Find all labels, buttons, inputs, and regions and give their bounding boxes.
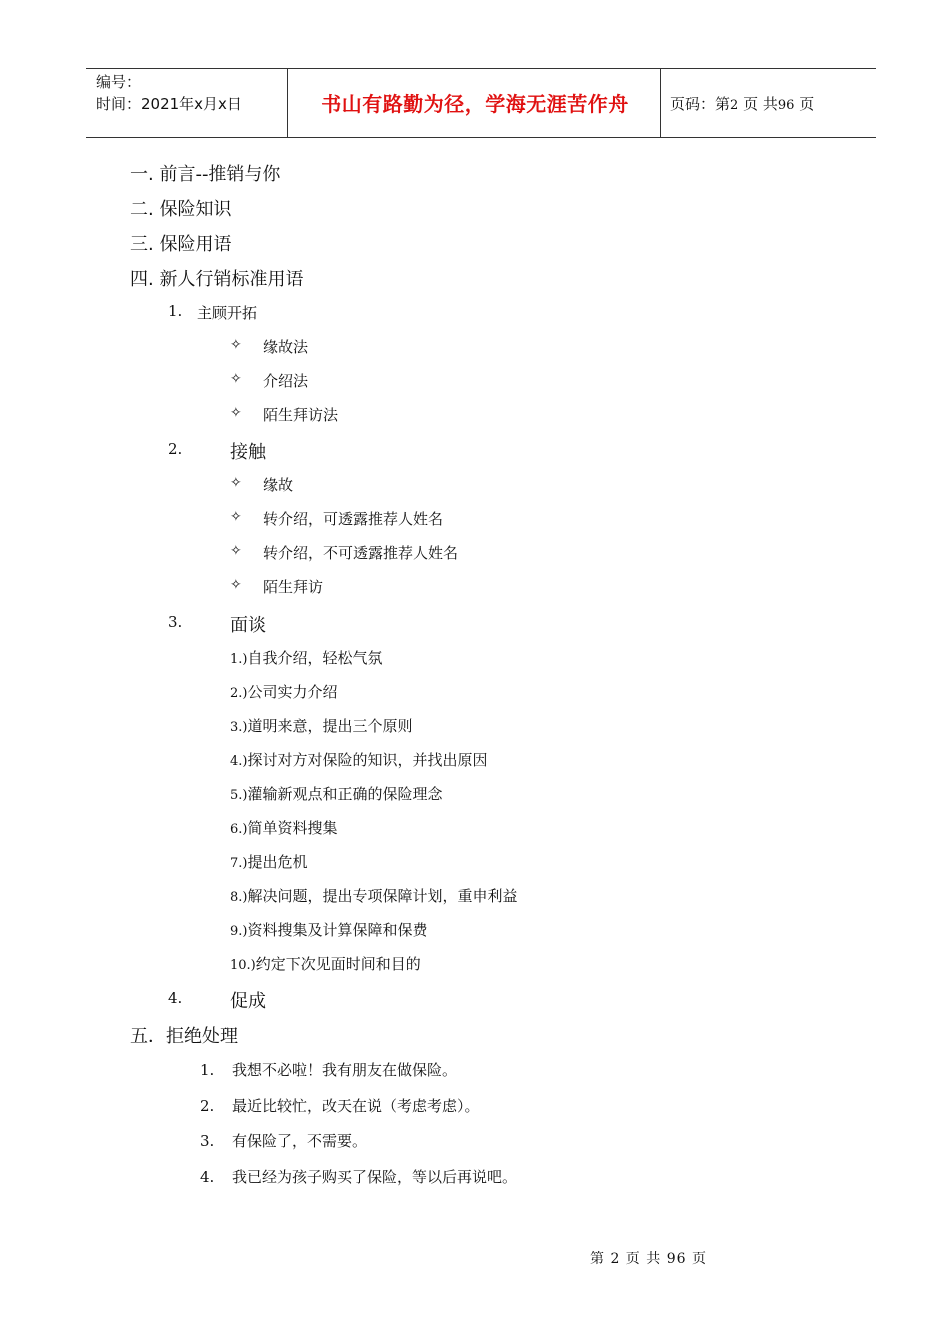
list-item: 陌生拜访 (263, 578, 324, 596)
subsection-4-number: 4. (168, 989, 183, 1007)
item-text: 道明来意，提出三个原则 (247, 717, 413, 735)
bullet-star-icon: ✧ (230, 405, 242, 421)
item-number: 8.) (230, 890, 248, 905)
item-number: 7.) (230, 856, 248, 871)
item-number: 4. (200, 1168, 215, 1186)
numbered-item (230, 647, 383, 668)
subsection-3: 面谈 (230, 615, 266, 636)
bullet-star-icon: ✧ (230, 371, 242, 387)
bullet-star-icon: ✧ (230, 475, 242, 491)
section-1: 一. 前言--推销与你 (130, 164, 281, 185)
item-number: 6.) (230, 822, 248, 837)
objection-item (200, 1130, 367, 1151)
item-number: 1. (200, 1061, 215, 1079)
item-number: 2.) (230, 686, 248, 701)
objection-item (200, 1059, 457, 1080)
item-number: 9.) (230, 924, 248, 939)
numbered-item (230, 953, 421, 974)
item-text: 资料搜集及计算保障和保费 (247, 921, 428, 939)
item-number: 3.) (230, 720, 248, 735)
item-text: 我已经为孩子购买了保险，等以后再说吧。 (232, 1168, 518, 1186)
item-number: 10.) (230, 958, 256, 973)
subsection-2-number: 2. (168, 440, 183, 458)
section-4: 四. 新人行销标准用语 (130, 269, 304, 290)
time-label: 时间：2021年x月x日 (96, 95, 242, 113)
section-3: 三. 保险用语 (130, 234, 232, 255)
numbered-item (230, 783, 443, 804)
item-text: 自我介绍，轻松气氛 (247, 649, 383, 667)
subsection-1: 主顾开拓 (197, 304, 258, 322)
code-label: 编号： (96, 73, 142, 91)
page-mid: 页 共 (743, 95, 778, 113)
list-item: 陌生拜访法 (263, 406, 339, 424)
list-item: 转介绍，可透露推荐人姓名 (263, 510, 444, 528)
objection-item (200, 1166, 517, 1187)
list-item: 转介绍，不可透露推荐人姓名 (263, 544, 459, 562)
page-total: 96 (777, 98, 795, 113)
item-text: 解决问题，提出专项保障计划，重申利益 (247, 887, 518, 905)
bullet-star-icon: ✧ (230, 337, 242, 353)
list-item: 缘故法 (263, 338, 309, 356)
item-text: 简单资料搜集 (247, 819, 338, 837)
list-item: 介绍法 (263, 372, 309, 390)
item-text: 最近比较忙，改天在说（考虑考虑）。 (232, 1097, 480, 1115)
list-item: 缘故 (263, 476, 294, 494)
page-footer: 第 2 页 共 96 页 (590, 1251, 707, 1267)
item-text: 探讨对方对保险的知识，并找出原因 (247, 751, 488, 769)
item-text: 约定下次见面时间和目的 (255, 955, 421, 973)
item-text: 公司实力介绍 (247, 683, 338, 701)
bullet-star-icon: ✧ (230, 509, 242, 525)
item-number: 1.) (230, 652, 248, 667)
header-page-info (670, 93, 814, 114)
numbered-item (230, 715, 413, 736)
bullet-star-icon: ✧ (230, 577, 242, 593)
numbered-item (230, 885, 518, 906)
subsection-1-number: 1. (168, 302, 183, 320)
item-text: 有保险了，不需要。 (232, 1132, 368, 1150)
numbered-item (230, 817, 338, 838)
item-text: 我想不必啦！我有朋友在做保险。 (232, 1061, 458, 1079)
item-text: 灌输新观点和正确的保险理念 (247, 785, 443, 803)
numbered-item (230, 851, 308, 872)
item-number: 4.) (230, 754, 248, 769)
objection-item (200, 1095, 480, 1116)
page-end: 页 (799, 95, 815, 113)
bullet-star-icon: ✧ (230, 543, 242, 559)
subsection-2: 接触 (230, 442, 266, 463)
page-label: 页码：第 (670, 95, 731, 113)
header-motto: 书山有路勤为径，学海无涯苦作舟 (321, 92, 629, 116)
page-header (86, 68, 876, 138)
item-number: 5.) (230, 788, 248, 803)
numbered-item (230, 919, 428, 940)
subsection-4: 促成 (230, 991, 266, 1012)
section-5: 五．拒绝处理 (130, 1026, 238, 1047)
header-meta (96, 71, 242, 115)
subsection-3-number: 3. (168, 613, 183, 631)
section-2: 二. 保险知识 (130, 199, 232, 220)
numbered-item (230, 681, 338, 702)
item-number: 2. (200, 1097, 215, 1115)
item-text: 提出危机 (247, 853, 308, 871)
numbered-item (230, 749, 488, 770)
page-number: 2 (730, 98, 739, 113)
item-number: 3. (200, 1132, 215, 1150)
